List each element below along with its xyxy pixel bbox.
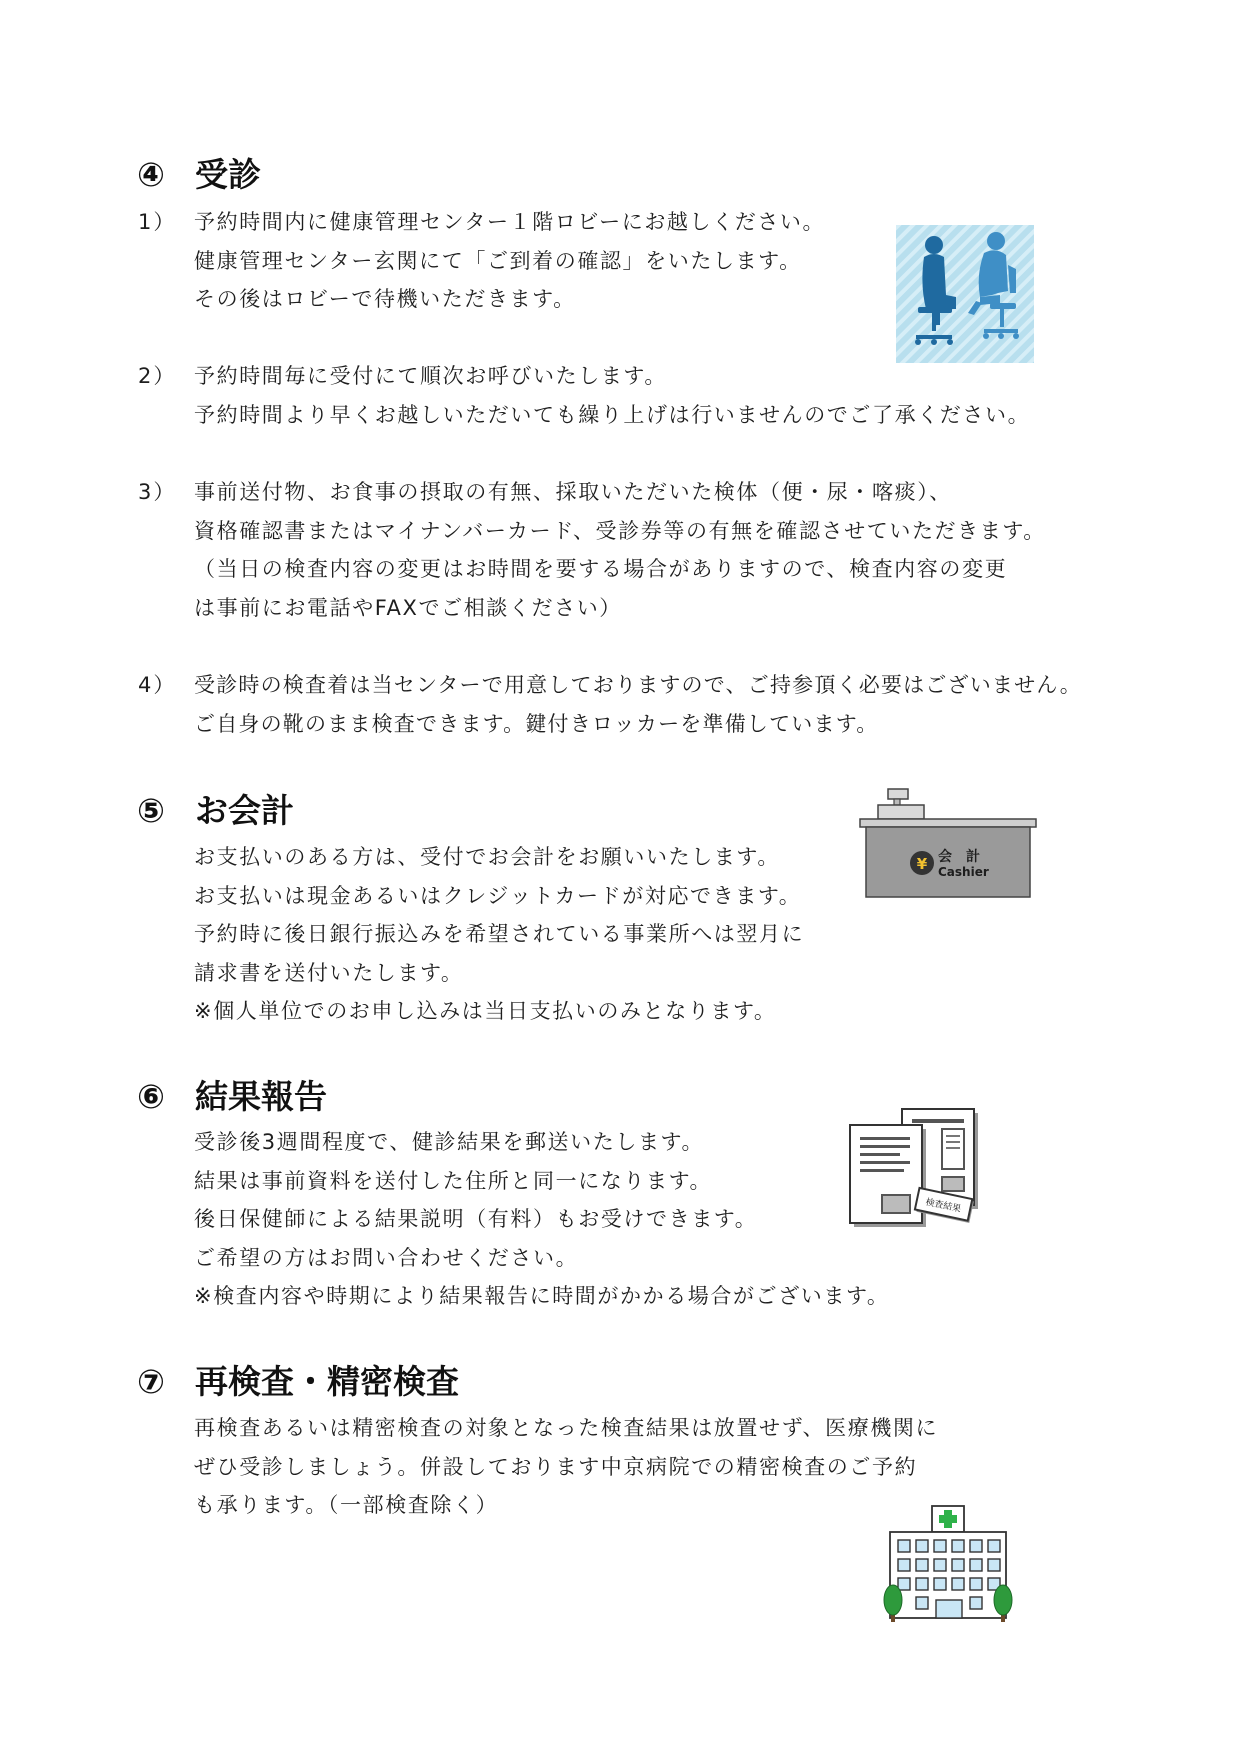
text-line: ぜひ受診しましょう。併設しております中京病院での精密検査のご予約	[194, 1454, 918, 1479]
section-text	[194, 1409, 938, 1525]
text-line: 予約時間より早くお越しいただいても繰り上げは行いませんのでご了承ください。	[194, 402, 1031, 427]
text-line: 予約時に後日銀行振込みを希望されている事業所へは翌月に	[194, 922, 805, 946]
section-title: お会計	[195, 791, 294, 830]
section-title: 受診	[195, 155, 261, 194]
text-line: ※個人単位でのお申し込みは当日支払いのみとなります。	[194, 999, 777, 1023]
result-card-text: 検査結果	[924, 1197, 962, 1215]
text-line: その後はロビーで待機いただきます。	[194, 287, 576, 311]
consultation-silhouette-image	[896, 225, 1034, 363]
section-text	[194, 1123, 890, 1316]
item-text	[194, 203, 825, 319]
text-line: 健康管理センター玄関にて「ご到着の確認」をいたします。	[194, 248, 802, 273]
text-line: 予約時間内に健康管理センター１階ロビーにお越しください。	[194, 210, 826, 234]
text-line: お支払いは現金あるいはクレジットカードが対応できます。	[194, 883, 802, 908]
section-title: 再検査・精密検査	[195, 1362, 459, 1401]
text-line: は事前にお電話やFAXでご相談ください）	[194, 595, 622, 620]
item-number: 4）	[138, 673, 177, 697]
text-line: 請求書を送付いたします。	[194, 960, 464, 985]
text-line: （当日の検査内容の変更はお時間を要する場合がありますので、検査内容の変更	[194, 557, 1008, 581]
hospital-building-image	[880, 1504, 1020, 1626]
section-heading-6	[137, 1077, 327, 1117]
section-number: ⑦	[137, 1362, 165, 1401]
text-line: ご自身の靴のまま検査できます。鍵付きロッカーを準備しています。	[194, 711, 879, 736]
section-text	[194, 838, 804, 1031]
cashier-sign-subtext: Cashier	[938, 865, 989, 879]
text-line: ご希望の方はお問い合わせください。	[194, 1245, 579, 1270]
item-text	[194, 473, 1046, 627]
text-line: 結果は事前資料を送付した住所と同一になります。	[194, 1168, 713, 1193]
cashier-counter-image	[858, 787, 1038, 901]
text-line: 受診後3週間程度で、健診結果を郵送いたします。	[194, 1130, 705, 1154]
item-number: 2）	[138, 364, 177, 388]
text-line: 資格確認書またはマイナンバーカード、受診券等の有無を確認させていただきます。	[194, 518, 1046, 543]
yen-symbol: ¥	[916, 855, 928, 873]
text-line: ※検査内容や時期により結果報告に時間がかかる場合がございます。	[194, 1284, 890, 1308]
text-line: 後日保健師による結果説明（有料）もお受けできます。	[194, 1207, 758, 1231]
item-number: 1）	[138, 210, 177, 234]
item-text	[194, 357, 1030, 434]
text-line: 受診時の検査着は当センターで用意しておりますので、ご持参頂く必要はございません。	[194, 673, 1082, 697]
text-line: 予約時間毎に受付にて順次お呼びいたします。	[194, 364, 667, 388]
text-line: も承ります。（一部検査除く）	[194, 1493, 499, 1517]
section-number: ⑤	[137, 791, 165, 830]
item-text	[194, 666, 1082, 743]
item-number: 3）	[138, 480, 177, 504]
section-heading-5	[137, 791, 294, 831]
section-title: 結果報告	[195, 1077, 327, 1116]
section-number: ④	[137, 155, 165, 194]
section-number: ⑥	[137, 1077, 165, 1116]
section-heading-7	[137, 1362, 459, 1402]
text-line: 事前送付物、お食事の摂取の有無、採取いただいた検体（便・尿・喀痰）、	[194, 480, 952, 504]
text-line: お支払いのある方は、受付でお会計をお願いいたします。	[194, 845, 780, 869]
section-heading-4	[137, 155, 261, 195]
result-documents-image	[846, 1107, 992, 1233]
cashier-sign-text: 会 計	[938, 849, 980, 865]
text-line: 再検査あるいは精密検査の対象となった検査結果は放置せず、医療機関に	[194, 1416, 939, 1440]
